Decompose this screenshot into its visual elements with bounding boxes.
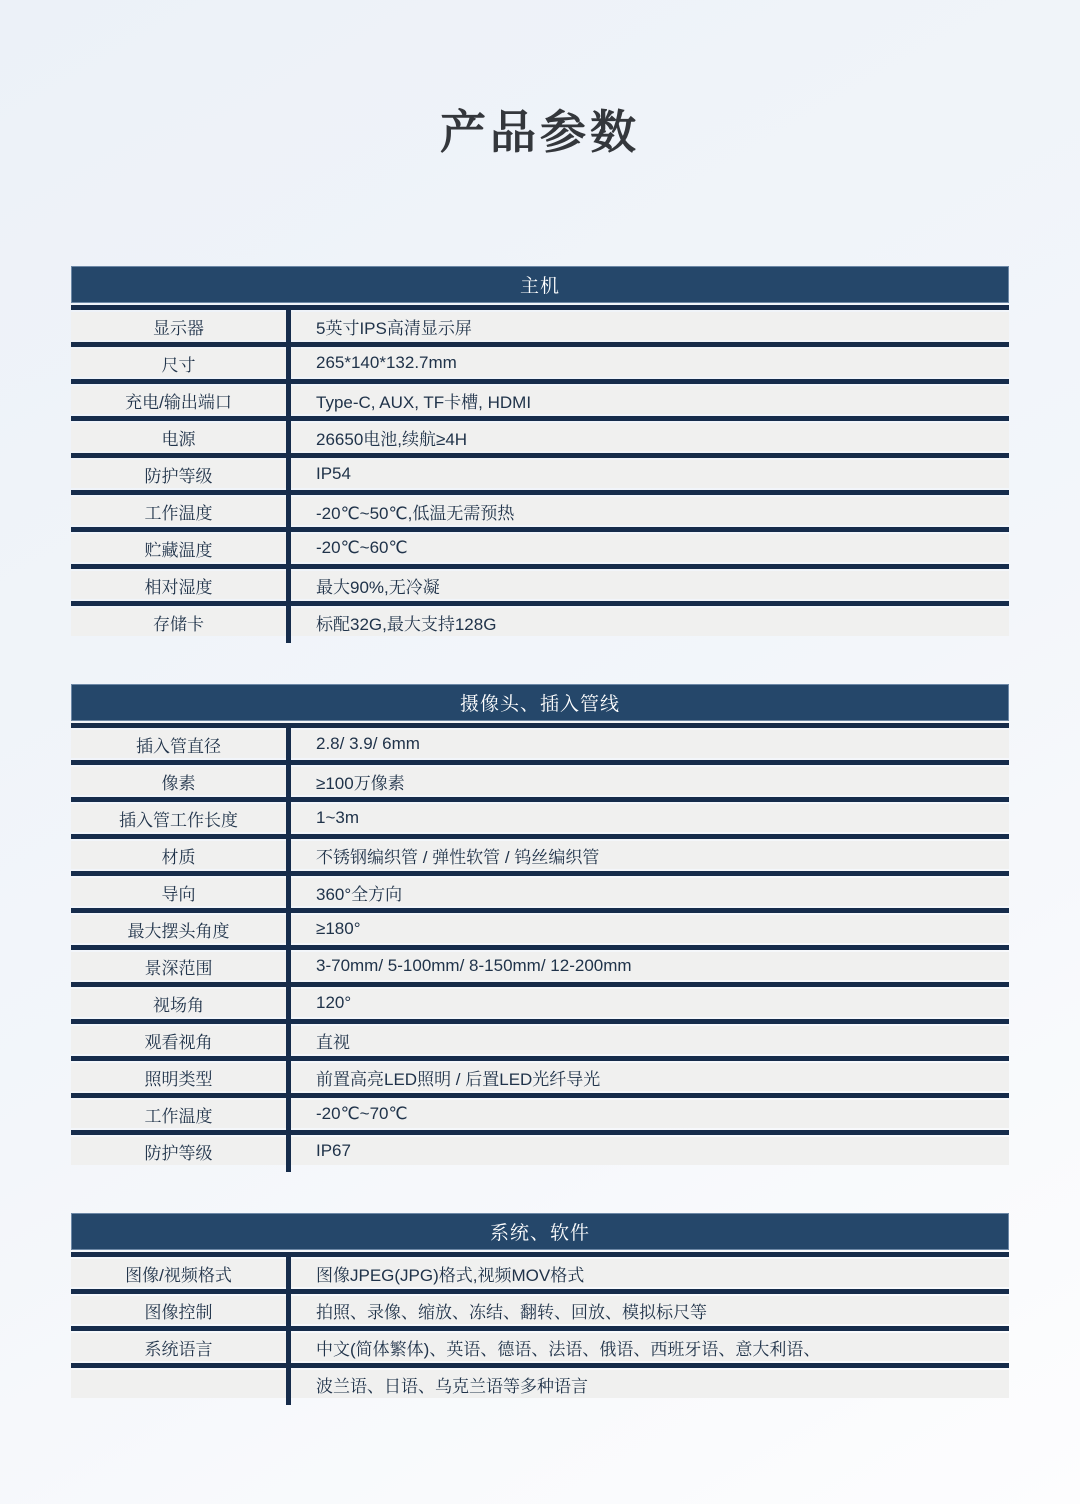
table-header-label: 摄像头、插入管线 — [459, 694, 620, 715]
table-header-camera-tube — [71, 684, 1009, 721]
table-row — [71, 1259, 1009, 1287]
table-row — [71, 730, 1009, 758]
row-value: ≥180° — [316, 919, 361, 938]
table-row — [71, 608, 1009, 636]
table-row — [71, 349, 1009, 377]
table-row — [71, 767, 1009, 795]
row-separator — [71, 723, 1009, 728]
row-value: 前置高亮LED照明 / 后置LED光纤导光 — [316, 1069, 601, 1089]
table-row — [71, 952, 1009, 980]
row-value: 120° — [316, 993, 352, 1012]
row-value: 26650电池,续航≥4H — [316, 429, 468, 449]
row-label: 景深范围 — [144, 958, 213, 978]
row-separator — [71, 490, 1009, 495]
spec-table-system-software — [71, 1213, 1009, 1398]
table-row — [71, 1063, 1009, 1091]
row-value: 拍照、录像、缩放、冻结、翻转、回放、模拟标尺等 — [316, 1302, 707, 1322]
row-label: 观看视角 — [144, 1032, 213, 1052]
table-row — [71, 1100, 1009, 1128]
row-separator — [71, 305, 1009, 310]
row-value: 3-70mm/ 5-100mm/ 8-150mm/ 12-200mm — [316, 956, 632, 975]
row-separator — [71, 1056, 1009, 1061]
row-separator — [71, 1019, 1009, 1024]
table-row — [71, 423, 1009, 451]
column-divider — [286, 723, 291, 1172]
row-label: 图像控制 — [144, 1302, 213, 1322]
row-separator — [71, 834, 1009, 839]
row-label: 相对湿度 — [144, 577, 213, 597]
row-label: 存储卡 — [153, 614, 204, 634]
row-separator — [71, 908, 1009, 913]
row-label: 导向 — [161, 884, 196, 904]
row-value: Type-C, AUX, TF卡槽, HDMI — [316, 392, 532, 412]
table-row — [71, 571, 1009, 599]
row-separator — [71, 1363, 1009, 1368]
table-row — [71, 1370, 1009, 1398]
row-label: 充电/输出端口 — [125, 392, 232, 412]
row-label: 材质 — [161, 847, 196, 867]
column-divider — [286, 1252, 291, 1405]
table-row — [71, 878, 1009, 906]
row-label: 像素 — [161, 773, 196, 793]
row-separator — [71, 601, 1009, 606]
spec-table-host — [71, 266, 1009, 636]
row-label: 视场角 — [153, 995, 204, 1015]
row-value: 图像JPEG(JPG)格式,视频MOV格式 — [316, 1265, 585, 1285]
row-separator — [71, 982, 1009, 987]
row-separator — [71, 1130, 1009, 1135]
table-header-label: 主机 — [519, 276, 560, 297]
table-row — [71, 915, 1009, 943]
row-separator — [71, 1093, 1009, 1098]
table-row — [71, 1296, 1009, 1324]
row-label: 防护等级 — [144, 1143, 213, 1163]
table-row — [71, 1026, 1009, 1054]
row-label: 工作温度 — [144, 1106, 213, 1126]
row-value: 最大90%,无冷凝 — [316, 577, 440, 597]
row-separator — [71, 527, 1009, 532]
row-value: IP54 — [316, 464, 351, 483]
row-separator — [71, 945, 1009, 950]
row-value: 标配32G,最大支持128G — [316, 614, 497, 634]
table-row — [71, 497, 1009, 525]
row-label: 工作温度 — [144, 503, 213, 523]
table-row — [71, 534, 1009, 562]
row-separator — [71, 1326, 1009, 1331]
row-value: -20℃~50℃,低温无需预热 — [316, 503, 515, 523]
table-header-system-software — [71, 1213, 1009, 1250]
row-value: 360°全方向 — [316, 884, 403, 904]
spec-table-camera-tube — [71, 684, 1009, 1165]
row-separator — [71, 760, 1009, 765]
table-rows-system-software — [71, 1252, 1009, 1398]
row-separator — [71, 871, 1009, 876]
table-row — [71, 312, 1009, 340]
row-label — [71, 1370, 286, 1398]
row-value: ≥100万像素 — [316, 773, 405, 793]
row-separator — [71, 797, 1009, 802]
table-row — [71, 460, 1009, 488]
row-separator — [71, 1289, 1009, 1294]
row-value: 265*140*132.7mm — [316, 353, 457, 372]
row-label: 插入管工作长度 — [119, 810, 238, 830]
row-label: 插入管直径 — [136, 736, 221, 756]
row-label: 照明类型 — [144, 1069, 213, 1089]
table-row — [71, 386, 1009, 414]
row-label: 贮藏温度 — [144, 540, 213, 560]
row-value: 直视 — [316, 1032, 350, 1052]
row-value: -20℃~70℃ — [316, 1104, 408, 1123]
row-value: 中文(简体繁体)、英语、德语、法语、俄语、西班牙语、意大利语、 — [316, 1339, 821, 1359]
table-row — [71, 1137, 1009, 1165]
row-value: 波兰语、日语、乌克兰语等多种语言 — [316, 1376, 588, 1396]
table-row — [71, 804, 1009, 832]
row-separator — [71, 342, 1009, 347]
row-label: 显示器 — [153, 318, 204, 338]
column-divider — [286, 305, 291, 643]
row-value: 1~3m — [316, 808, 359, 827]
row-separator — [71, 453, 1009, 458]
row-label: 防护等级 — [144, 466, 213, 486]
row-separator — [71, 416, 1009, 421]
table-row — [71, 1333, 1009, 1361]
row-label: 图像/视频格式 — [125, 1265, 232, 1285]
row-value: 5英寸IPS高清显示屏 — [316, 318, 472, 338]
row-value: -20℃~60℃ — [316, 538, 408, 557]
row-separator — [71, 1252, 1009, 1257]
row-label: 最大摆头角度 — [127, 921, 230, 941]
row-separator — [71, 379, 1009, 384]
row-label: 系统语言 — [144, 1339, 213, 1359]
page-title: 产品参数 — [440, 106, 640, 158]
row-value: 2.8/ 3.9/ 6mm — [316, 734, 420, 753]
row-label: 尺寸 — [161, 355, 196, 375]
table-header-host — [71, 266, 1009, 303]
table-row — [71, 989, 1009, 1017]
row-value: 不锈钢编织管 / 弹性软管 / 钨丝编织管 — [316, 847, 600, 867]
table-rows-camera-tube — [71, 723, 1009, 1165]
table-rows-host — [71, 305, 1009, 636]
table-header-label: 系统、软件 — [489, 1223, 590, 1244]
row-label: 电源 — [161, 429, 196, 449]
row-separator — [71, 564, 1009, 569]
row-value: IP67 — [316, 1141, 351, 1160]
table-row — [71, 841, 1009, 869]
